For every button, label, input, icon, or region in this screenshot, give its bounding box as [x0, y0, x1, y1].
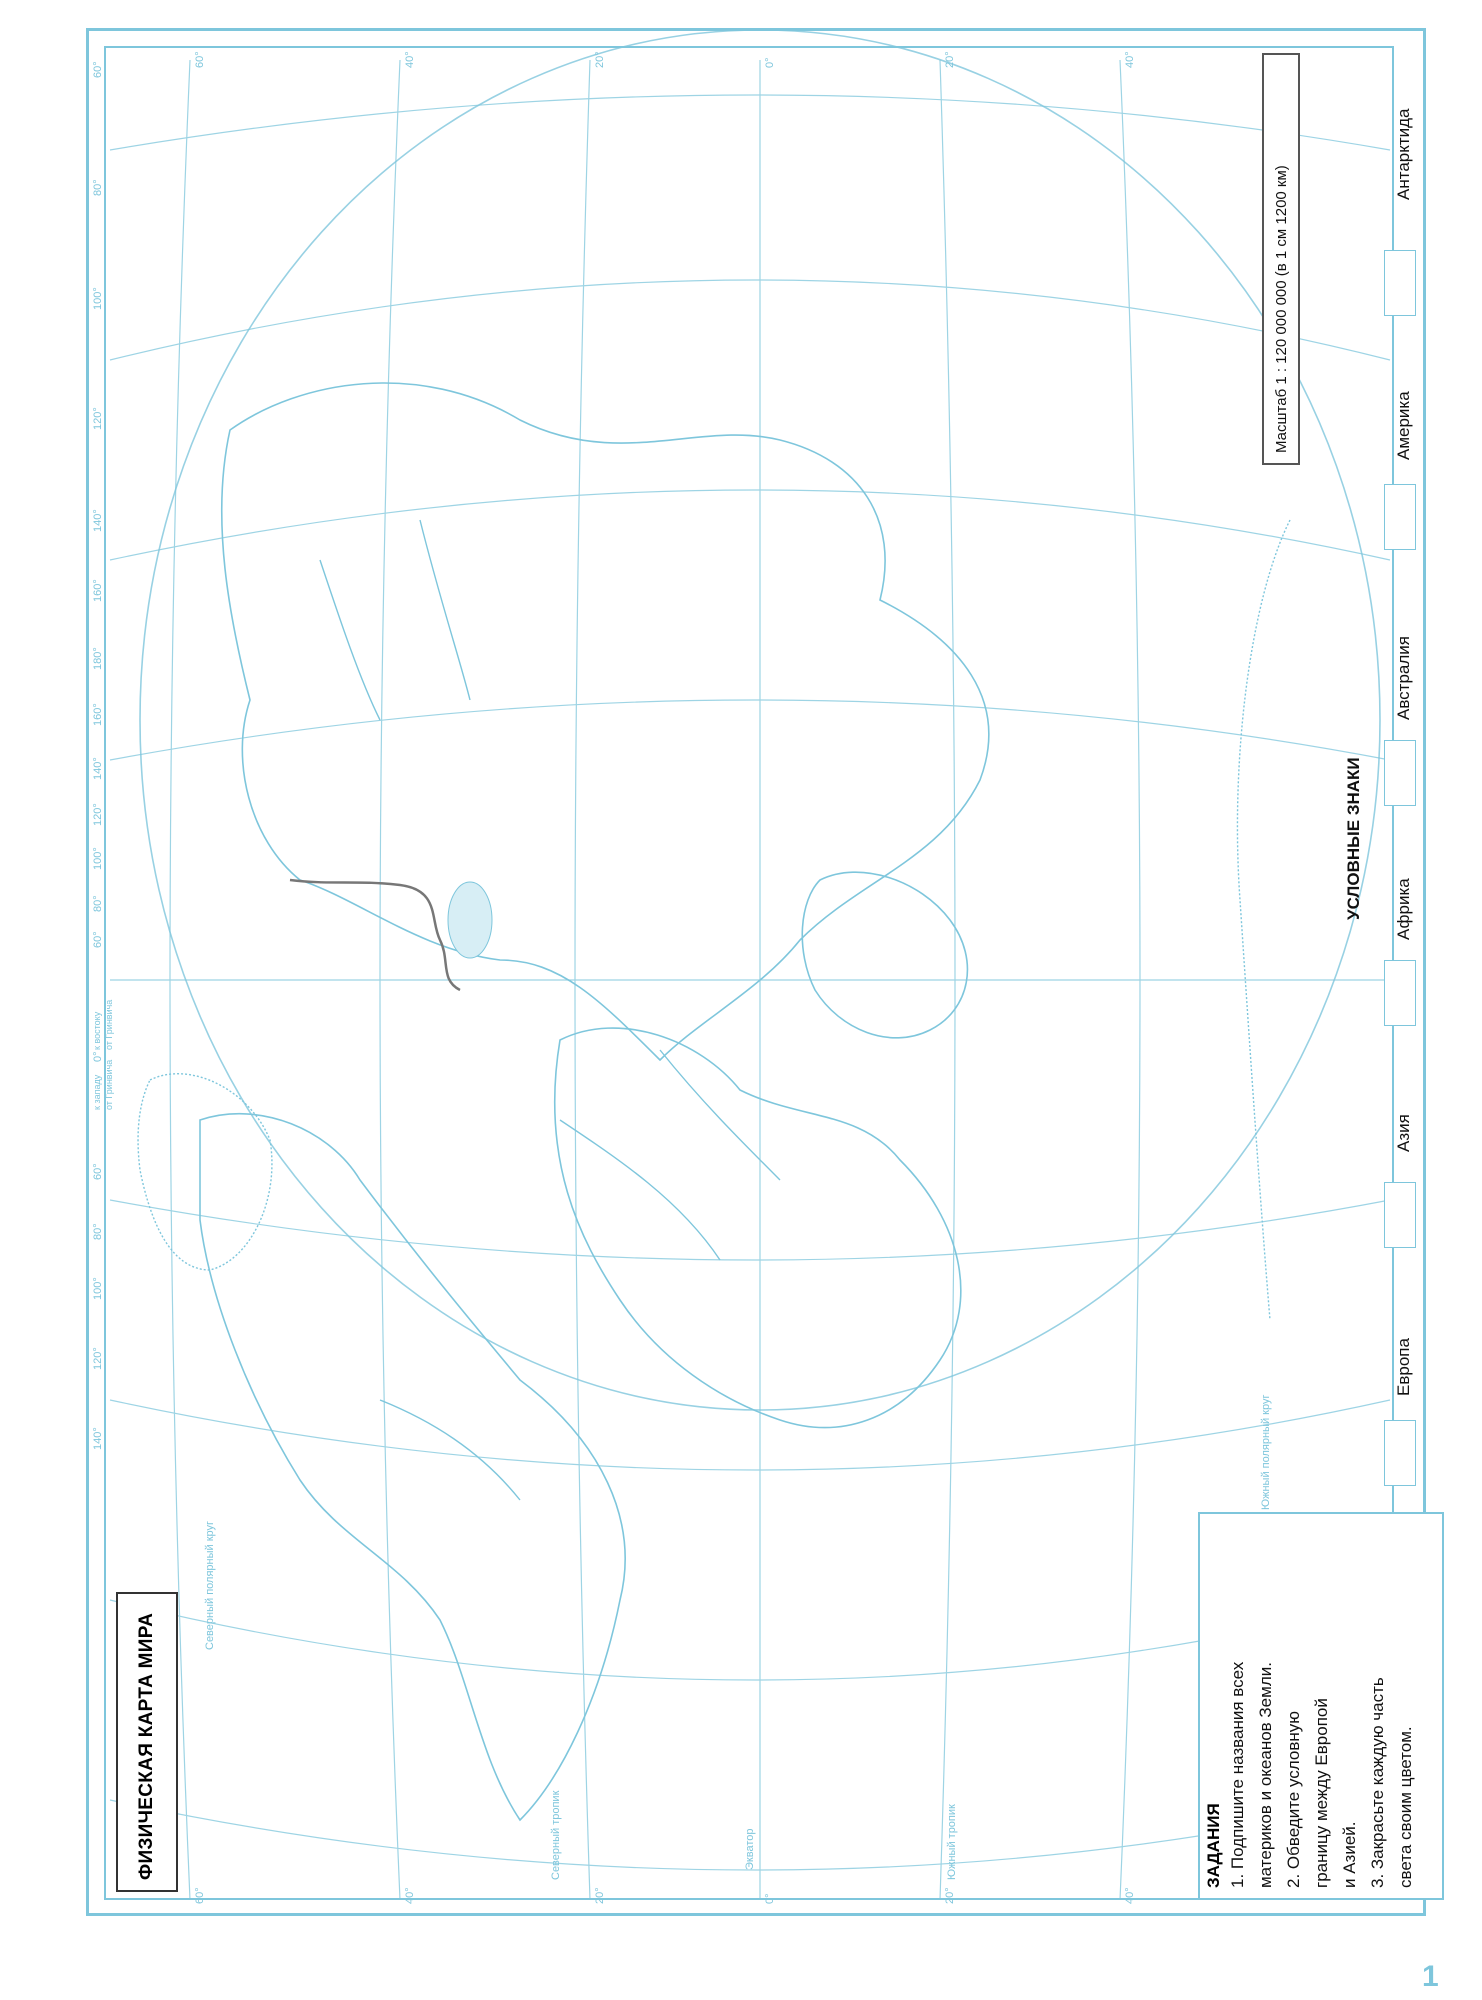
lon-label: 120°: [92, 1347, 104, 1370]
legend-label-australia: Австралия: [1394, 636, 1413, 720]
lon-label: 140°: [92, 509, 104, 532]
greenland-outline: [138, 1074, 272, 1270]
river: [320, 560, 380, 720]
antarctica-outline: [1237, 520, 1290, 1320]
lon-label: 80°: [92, 1223, 104, 1240]
legend-label-asia: Азия: [1394, 1114, 1413, 1152]
map-title: ФИЗИЧЕСКАЯ КАРТА МИРА: [136, 1612, 157, 1880]
lat-label-top: 20°: [594, 51, 606, 68]
lon-label: 160°: [92, 579, 104, 602]
task-line: 3. Закрасьте каждую часть: [1368, 1677, 1387, 1888]
legend-title: УСЛОВНЫЕ ЗНАКИ: [1344, 757, 1363, 920]
task-line: 2. Обведите условную: [1284, 1710, 1303, 1888]
river: [560, 1120, 720, 1260]
americas-outline: [200, 1114, 625, 1820]
lat-label: 40°: [404, 1887, 416, 1904]
lon-label: 100°: [92, 847, 104, 870]
europe-asia-border: [290, 880, 460, 990]
longitude-line: [110, 280, 1390, 360]
lat-label-top: 40°: [1124, 51, 1136, 68]
river: [380, 1400, 520, 1500]
lat-label: 0°: [764, 1893, 776, 1904]
tasks-panel: [1198, 1512, 1444, 1900]
tropic-north-label: Северный тропик: [550, 1790, 562, 1880]
caspian-sea: [448, 882, 492, 958]
africa-outline: [555, 1028, 961, 1427]
lon-label: 0°: [92, 1051, 104, 1062]
lon-label: 80°: [92, 895, 104, 912]
legend-swatch-australia[interactable]: [1384, 740, 1416, 806]
lat-label-top: 20°: [944, 51, 956, 68]
lat-label-top: 0°: [764, 57, 776, 68]
lon-label: 60°: [92, 1163, 104, 1180]
equator-label: Экватор: [744, 1828, 756, 1870]
legend-swatch-antarctica[interactable]: [1384, 250, 1416, 316]
legend-swatch-asia[interactable]: [1384, 1182, 1416, 1248]
task-line: границу между Европой: [1312, 1698, 1331, 1888]
greenwich-note-west: к западу: [92, 1074, 102, 1110]
longitude-line: [110, 490, 1390, 560]
title-box: [116, 1592, 178, 1892]
legend-swatch-america[interactable]: [1384, 484, 1416, 550]
lon-label: 140°: [92, 757, 104, 780]
task-line: света своим цветом.: [1396, 1726, 1415, 1888]
lat-label: 60°: [194, 1887, 206, 1904]
greenwich-note-west-2: от Гринвича: [104, 1059, 114, 1110]
longitude-line: [110, 700, 1390, 760]
lat-label: 20°: [594, 1887, 606, 1904]
river: [420, 520, 470, 700]
arctic-circle-label: Северный полярный круг: [204, 1520, 216, 1650]
task-line: материков и океанов Земли.: [1256, 1662, 1275, 1888]
tropic-south-label: Южный тропик: [946, 1804, 958, 1880]
lon-label: 100°: [92, 1277, 104, 1300]
scale-label: Масштаб 1 : 120 000 000 (в 1 см 1200 км): [1273, 165, 1290, 453]
lat-label: 20°: [944, 1887, 956, 1904]
greenwich-note-east: к востоку: [92, 1011, 102, 1050]
lat-label-top: 40°: [404, 51, 416, 68]
greenwich-note-east-2: от Гринвича: [104, 999, 114, 1050]
lon-label: 60°: [92, 61, 104, 78]
antarctic-circle-label: Южный полярный круг: [1260, 1394, 1272, 1510]
lon-label: 160°: [92, 703, 104, 726]
legend-swatch-europe[interactable]: [1384, 1420, 1416, 1486]
legend-label-africa: Африка: [1394, 878, 1413, 940]
page-number: 1: [1422, 1960, 1439, 1993]
lat-label: 40°: [1124, 1887, 1136, 1904]
lon-label: 120°: [92, 803, 104, 826]
australia-outline: [802, 872, 967, 1038]
lon-label: 60°: [92, 931, 104, 948]
legend-label-america: Америка: [1394, 391, 1413, 460]
eurasia-outline: [222, 383, 989, 1060]
legend-label-antarctica: Антарктида: [1394, 108, 1413, 200]
lon-label: 100°: [92, 287, 104, 310]
task-line: 1. Подпишите названия всех: [1228, 1661, 1247, 1888]
lat-label-top: 60°: [194, 51, 206, 68]
legend-label-europe: Европа: [1394, 1338, 1413, 1396]
lon-label: 140°: [92, 1427, 104, 1450]
lon-label: 120°: [92, 407, 104, 430]
lon-label: 180°: [92, 647, 104, 670]
scale-box: [1262, 53, 1300, 465]
task-line: и Азией.: [1340, 1821, 1359, 1888]
lon-label: 80°: [92, 179, 104, 196]
tasks-title: ЗАДАНИЯ: [1204, 1803, 1223, 1888]
longitude-line: [110, 95, 1390, 150]
legend-swatch-africa[interactable]: [1384, 960, 1416, 1026]
